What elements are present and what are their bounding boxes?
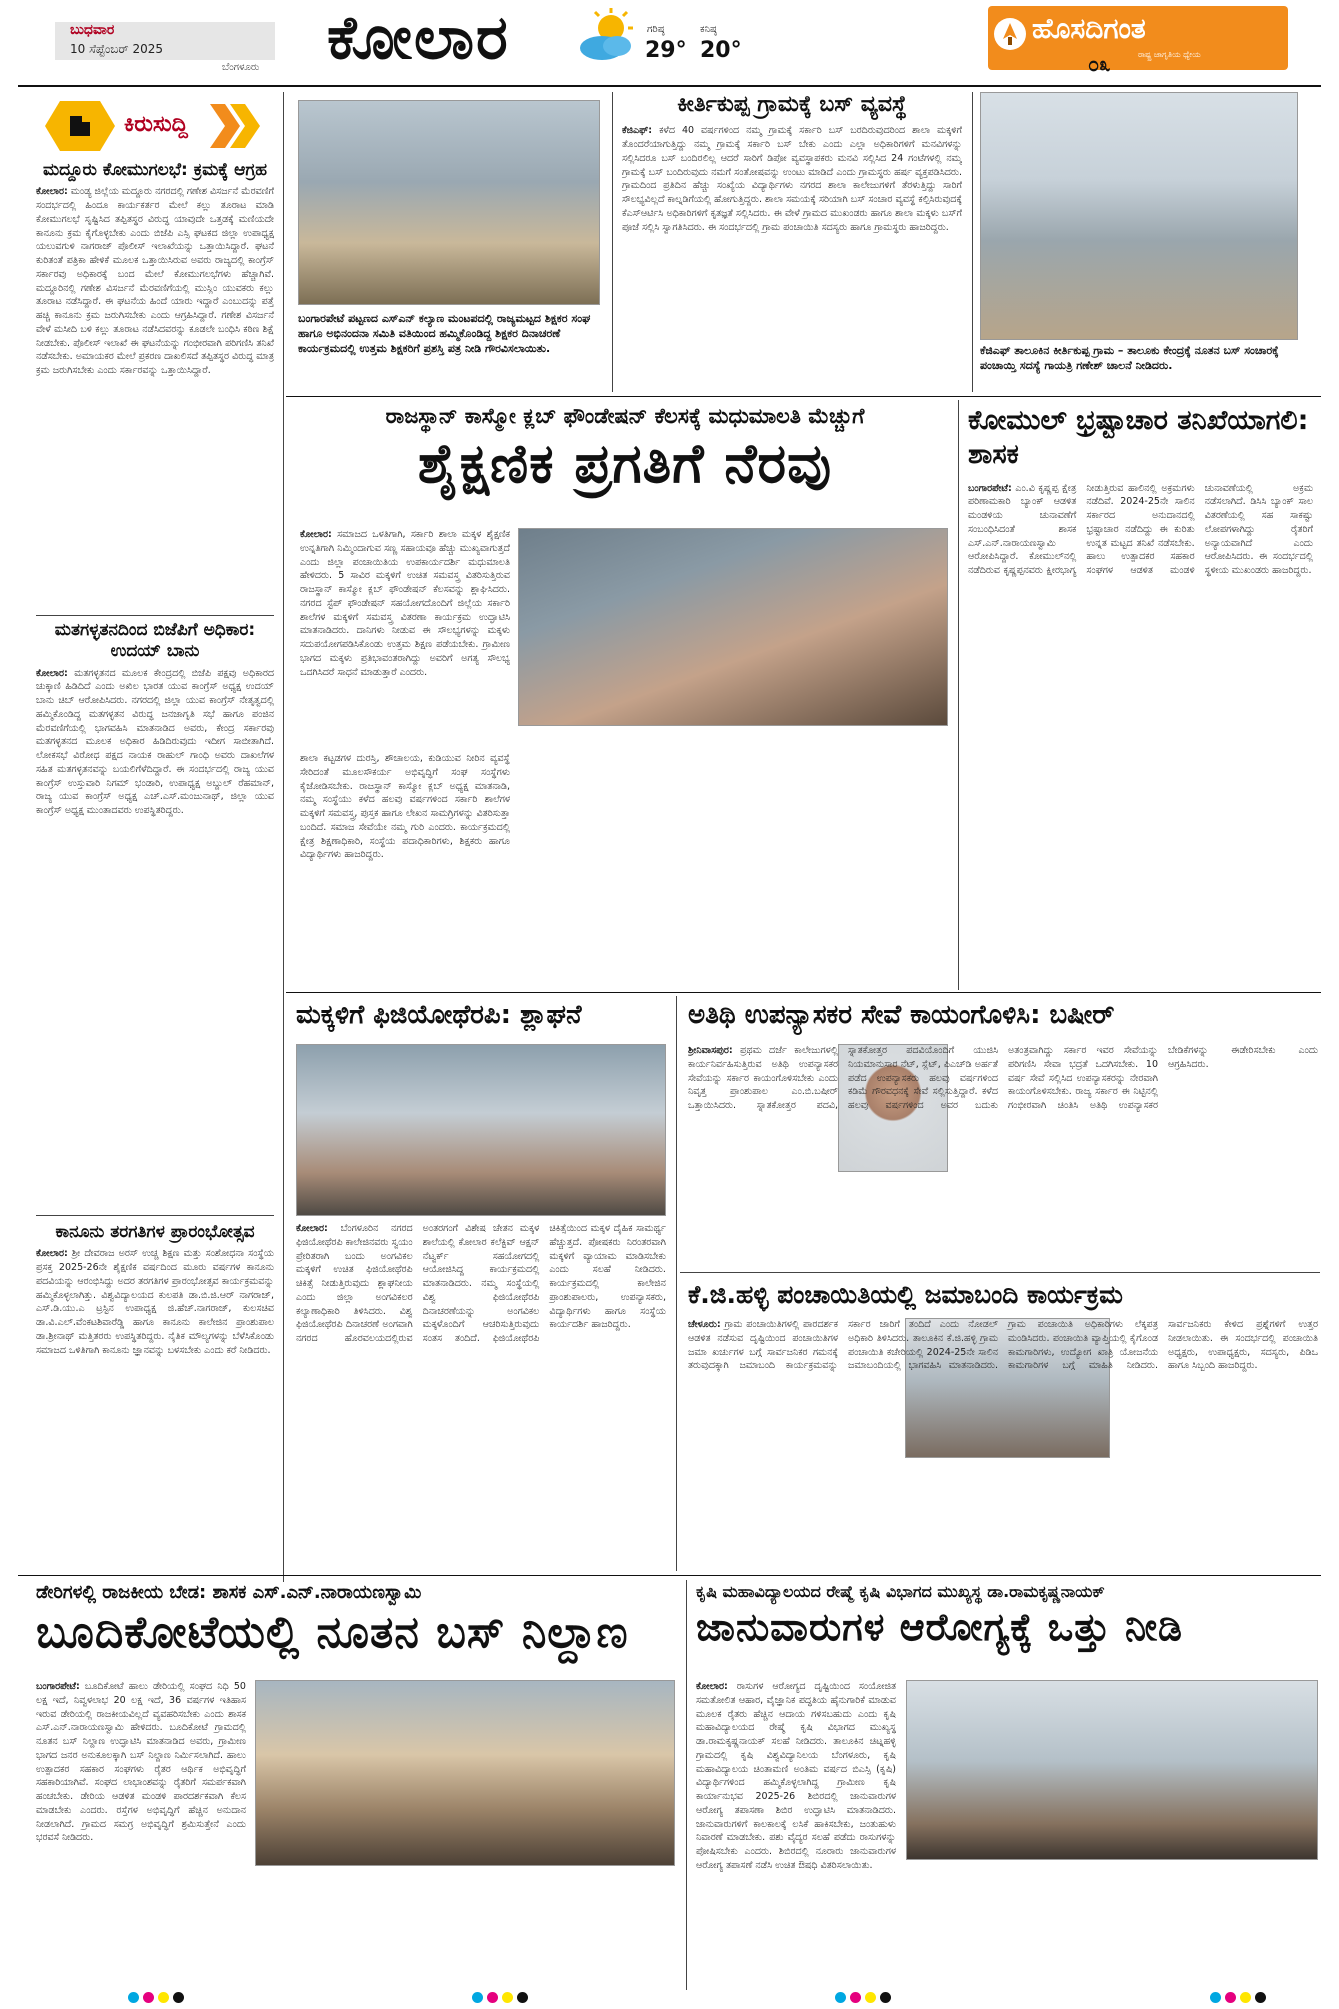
print-registration-dot [143,1992,154,2003]
top-rule-1 [612,92,613,392]
print-registration-dot [850,1992,861,2003]
left-column-rule [283,92,284,1582]
physio-story-headline: ಮಕ್ಕಳಿಗೆ ಫಿಜಿಯೋಥೆರಪಿ: ಶ್ಲಾಘನೆ [296,1000,582,1030]
masthead [0,0,1339,85]
left-divider-2 [36,1215,274,1216]
lead-story-col-4 [738,738,948,982]
top-row-divider [286,396,1321,397]
weather-min-value: 20° [700,38,742,63]
paper-name: ಹೊಸದಿಗಂತ [1032,12,1146,45]
left-story-2-text: ಮತಗಳ್ಳತನದ ಮೂಲಕ ಕೇಂದ್ರದಲ್ಲಿ ಬಿಜೆಪಿ ಪಕ್ಷವು ಅಧಿಕಾರದ ಚುಕ್ಕಾಣಿ ಹಿಡಿದಿದೆ ಎಂದು ಅಖಿಲ ಭಾರತ ಯುವ ಕಾಂಗ್ರೆಸ್ ಅಧ್ಯಕ್ಷ ಉದಯ್ ಬಾನು ಚಿಬ್ ಆರೋಪಿಸಿದರು. ನಗರದಲ್ಲಿ ಜಿಲ್ಲಾ ಯುವ ಕಾಂಗ್ರೆಸ್ ನೇತೃತ್ವದಲ್ಲಿ ಹಮ್ಮಿಕೊಂಡಿದ್ದ ಮತಗಳ್ಳತನ ವಿರುದ್ಧ ಜನಜಾಗೃತಿ ಸಭೆ ಹಾಗೂ ಪಂಜಿನ ಮೆರವಣಿಗೆಯಲ್ಲಿ ಭಾಗವಹಿಸಿ ಮಾತನಾಡಿದ ಅವರು, ಕೇಂದ್ರ ಸರ್ಕಾರವು ಮತಗಳ್ಳತನದ ಮೂಲಕ ಅಧಿಕಾರ ಹಿಡಿದಿರುವುದು ಇದೀಗ ಸಾಬೀತಾಗಿದೆ. ಲೋಕಸಭೆ ವಿರೋಧ ಪಕ್ಷದ ನಾಯಕ ರಾಹುಲ್ ಗಾಂಧಿ ಅವರು ದಾಖಲೆಗಳ ಸಹಿತ ಮತಗಳ್ಳತನವನ್ನು ಬಯಲಿಗೆಳೆದಿದ್ದಾರೆ. ಈ ಸಂದರ್ಭದಲ್ಲಿ ರಾಜ್ಯ ಯುವ ಕಾಂಗ್ರೆಸ್ ಉಸ್ತುವಾರಿ ನಿಗಮ್ ಭಂಡಾರಿ, ಉಪಾಧ್ಯಕ್ಷ ಅಬ್ದುಲ್ ರೆಹಮಾನ್, ರಾಜ್ಯ ಯುವ ಕಾಂಗ್ರೆಸ್ ಅಧ್ಯಕ್ಷ ಎಚ್.ಎಸ್.ಮಂಜುನಾಥ್, ಜಿಲ್ಲಾ ಯುವ ಕಾಂಗ್ರೆಸ್ ಅಧ್ಯಕ್ಷ ಮುಂತಾದವರು ಉಪಸ್ಥಿತರಿದ್ದರು. [36,667,274,817]
physio-story-photo [296,1044,666,1216]
komul-story-body [968,482,1313,962]
jamabandi-dateline: ಚೇಳೂರು: [688,1319,721,1330]
bus-story [622,92,962,386]
masthead-day: ಬುಧವಾರ [70,22,115,38]
lead-story-rule [958,400,959,990]
paper-tagline: ರಾಷ್ಟ್ರ ಜಾಗೃತಿಯ ಧ್ಯೇಯ [1138,50,1201,59]
left-story-2-headline: ಮತಗಳ್ಳತನದಿಂದ ಬಿಜೆಪಿಗೆ ಅಧಿಕಾರ: ಉದಯ್ ಬಾನು [54,620,256,662]
print-registration-dot [158,1992,169,2003]
bus-stand-headline: ಬೂದಿಕೋಟೆಯಲ್ಲಿ ನೂತನ ಬಸ್ ನಿಲ್ದಾಣ [36,1607,629,1658]
physio-story-body [296,1222,666,1567]
komul-story-text: ಎಂ.ವಿ ಕೃಷ್ಣಪ್ಪ ಕ್ಷೇತ್ರ ಪರಿಣಾಮಕಾರಿ ಬ್ಯಾಂಕ್ ಆಡಳಿತ ಮಂಡಳಿಯ ಚುನಾವಣೆಗೆ ಸಂಬಂಧಿಸಿದಂತೆ ಶಾಸಕ ಎಸ್.ಎನ್.ನಾರಾಯಣಸ್ವಾಮಿ ಆರೋಪಿಸಿದ್ದಾರೆ. ಕೋಮುಲ್‌ನಲ್ಲಿ ನಡೆದಿರುವ ಕೃಷ್ಣಪ್ಪನವರು ಕ್ಷೀರಭಾಗ್ಯ ನೀಡುತ್ತಿರುವ ಹಾಲಿನಲ್ಲಿ ಅಕ್ರಮಗಳು ನಡೆದಿವೆ. 2024-25ನೇ ಸಾಲಿನ ಸರ್ಕಾರದ ಅನುದಾನದಲ್ಲಿ ಭ್ರಷ್ಟಾಚಾರ ನಡೆದಿದ್ದು ಈ ಕುರಿತು ಉನ್ನತ ಮಟ್ಟದ ತನಿಖೆ ನಡೆಸಬೇಕು. ಹಾಲು ಉತ್ಪಾದಕರ ಸಹಕಾರ ಸಂಘಗಳ ಆಡಳಿತ ಮಂಡಳಿ ಚುನಾವಣೆಯಲ್ಲಿ ಅಕ್ರಮ ನಡೆಸಲಾಗಿದೆ. ಡಿಸಿಸಿ ಬ್ಯಾಂಕ್ ಸಾಲ ವಿತರಣೆಯಲ್ಲಿ ಸಹ ಸಾಕಷ್ಟು ಲೋಪಗಳಾಗಿದ್ದು ರೈತರಿಗೆ ಅನ್ಯಾಯವಾಗಿದೆ ಎಂದು ಆರೋಪಿಸಿದರು. ಈ ಸಂದರ್ಭದಲ್ಲಿ ಸ್ಥಳೀಯ ಮುಖಂಡರು ಹಾಜರಿದ್ದರು. [968,482,1313,577]
teachers-day-photo [298,100,600,305]
lead-story-col-1 [300,528,510,748]
print-registration-dot [472,1992,483,2003]
print-registration-dot [880,1992,891,2003]
bus-stand-kicker: ಡೇರಿಗಳಲ್ಲಿ ರಾಜಕೀಯ ಬೇಡ: ಶಾಸಕ ಎಸ್.ಎನ್.ನಾರಾಯಣಸ್ವಾಮಿ [36,1582,422,1603]
guest-lecturer-body [688,1044,1318,1276]
left-story-1 [36,160,274,595]
print-registration-dot [487,1992,498,2003]
print-registration-dot [517,1992,528,2003]
print-registration-dot [1240,1992,1251,2003]
komul-story [968,404,1313,962]
left-story-1-headline: ಮದ್ದೂರು ಕೋಮುಗಲಭೆ: ಕ್ರಮಕ್ಕೆ ಆಗ್ರಹ [42,160,268,180]
left-divider-1 [36,615,274,616]
left-story-1-body [36,185,274,595]
left-story-1-text: ಮಂಡ್ಯ ಜಿಲ್ಲೆಯ ಮದ್ದೂರು ನಗರದಲ್ಲಿ ಗಣೇಶ ವಿಸರ್ಜನೆ ಮೆರವಣಿಗೆ ಸಂದರ್ಭದಲ್ಲಿ ಹಿಂದೂ ಕಾರ್ಯಕರ್ತರ ಮೇಲೆ ಕಲ್ಲು ತೂರಾಟ ಮಾಡಿ ಕೋಮುಗಲಭೆ ಸೃಷ್ಟಿಸಿದ ತಪ್ಪಿತಸ್ಥರ ವಿರುದ್ಧ ಯಾವುದೇ ಒತ್ತಡಕ್ಕೆ ಮಣಿಯದೇ ಕಾನೂನು ಕ್ರಮ ಕೈಗೊಳ್ಳಬೇಕು ಎಂದು ಬಿಜೆಪಿ ಎಸ್ಸಿ ಘಟಕದ ಜಿಲ್ಲಾ ಉಪಾಧ್ಯಕ್ಷ ಯಲುವಗುಳಿ ನಾಗರಾಜ್ ಪೊಲೀಸ್ ಇಲಾಖೆಯನ್ನು ಒತ್ತಾಯಿಸಿದ್ದಾರೆ. ಘಟನೆ ಕುರಿತಂತೆ ಪತ್ರಿಕಾ ಹೇಳಿಕೆ ಮೂಲಕ ಒತ್ತಾಯಿಸಿರುವ ಅವರು ರಾಜ್ಯದಲ್ಲಿ ಕಾಂಗ್ರೆಸ್ ಸರ್ಕಾರವು ಅಧಿಕಾರಕ್ಕೆ ಬಂದ ಮೇಲೆ ಕೋಮುಗಲಭೆಗಳು ಹೆಚ್ಚಾಗಿವೆ. ಮದ್ದೂರಿನಲ್ಲಿ ಗಣೇಶ ವಿಸರ್ಜನೆ ಮೆರವಣಿಗೆಯಲ್ಲಿ ಮುಸ್ಲಿಂ ಯುವಕರು ಕಲ್ಲು ತೂರಾಟ ನಡೆಸಿದ್ದಾರೆ. ಈ ಘಟನೆಯ ಹಿಂದೆ ಯಾರು ಇದ್ದಾರೆ ಎಂಬುದನ್ನು ಪತ್ತೆ ಹಚ್ಚಿ ಕಾನೂನು ಕ್ರಮ ಜರುಗಿಸಬೇಕು ಎಂದು ಆಗ್ರಹಿಸಿದ್ದಾರೆ. ಗಣೇಶ ವಿಸರ್ಜನೆ ವೇಳೆ ಮಸೀದಿ ಬಳಿ ಕಲ್ಲು ತೂರಾಟ ನಡೆಸಿದವರನ್ನು ಕೂಡಲೇ ಬಂಧಿಸಿ ಕಠಿಣ ಶಿಕ್ಷೆ ನೀಡಬೇಕು. ಪೊಲೀಸ್ ಇಲಾಖೆ ಈ ಘಟನೆಯನ್ನು ಗಂಭೀರವಾಗಿ ಪರಿಗಣಿಸಿ ತನಿಖೆ ನಡೆಸಬೇಕು. ಅಮಾಯಕರ ಮೇಲೆ ಪ್ರಕರಣ ದಾಖಲಿಸದೆ ತಪ್ಪಿತಸ್ಥರ ವಿರುದ್ಧ ಮಾತ್ರ ಕ್ರಮ ಜರುಗಿಸಬೇಕು ಎಂದು ಸರ್ಕಾರವನ್ನು ಒತ್ತಾಯಿಸಿದ್ದಾರೆ. [36,186,274,377]
middle-divider [286,992,1321,993]
lead-story-headline: ಶೈಕ್ಷಣಿಕ ಪ್ರಗತಿಗೆ ನೆರವು [417,432,833,495]
jamabandi-headline: ಕೆ.ಜಿ.ಹಳ್ಳಿ ಪಂಚಾಯಿತಿಯಲ್ಲಿ ಜಮಾಬಂದಿ ಕಾರ್ಯಕ್ರಮ [688,1280,1123,1309]
kirusuddi-badge [40,96,260,156]
left-story-2 [36,620,274,1217]
edition-title: ಕೋಲಾರ [327,3,510,73]
print-marks-4 [1210,1992,1266,2003]
print-registration-dot [1255,1992,1266,2003]
masthead-date: 10 ಸೆಪ್ಟೆಂಬರ್ 2025 [70,42,164,56]
bus-stand-body-cont [255,1872,675,1985]
left-story-3-headline: ಕಾನೂನು ತರಗತಿಗಳ ಪ್ರಾರಂಭೋತ್ಸವ [55,1222,255,1242]
bottom-rule [686,1580,687,1990]
bus-story-text: ಕಳೆದ 40 ವರ್ಷಗಳಿಂದ ನಮ್ಮ ಗ್ರಾಮಕ್ಕೆ ಸರ್ಕಾರಿ ಬಸ್ ಬರದಿರುವುದರಿಂದ ಶಾಲಾ ಮಕ್ಕಳಿಗೆ ತೊಂದರೆಯಾಗುತ್ತಿದ್ದು ನಮ್ಮ ಗ್ರಾಮಕ್ಕೆ ಸರ್ಕಾರಿ ಬಸ್ ಬೇಕು ಎಂದು ಎಲ್ಲಾ ಅಧಿಕಾರಿಗಳಿಗೆ ಮನವಿಗಳನ್ನು ಸಲ್ಲಿಸಿದರೂ ಬಸ್ ಬಂದಿರಲಿಲ್ಲ ಆದರೆ ಸಾರಿಗೆ ಡಿಪೋ ವ್ಯವಸ್ಥಾಪಕರು ಮನವಿ ಸಲ್ಲಿಸಿದ 24 ಗಂಟೆಗಳಲ್ಲಿ ನಮ್ಮ ಗ್ರಾಮಕ್ಕೆ ಬಸ್ ಬಂದಿರುವುದು ನಮಗೆ ಸಂತೋಷವನ್ನು ಉಂಟು ಮಾಡಿದೆ ಎಂದು ಗ್ರಾಮಸ್ಥರು ಹರ್ಷ ವ್ಯಕ್ತಪಡಿಸಿದರು. ಗ್ರಾಮದಿಂದ ಪ್ರತಿದಿನ ಹೆಚ್ಚು ಸಂಖ್ಯೆಯ ವಿದ್ಯಾರ್ಥಿಗಳು ನಗರದ ಶಾಲಾ ಕಾಲೇಜುಗಳಿಗೆ ತೆರಳುತ್ತಿದ್ದು ಸಾರಿಗೆ ಸೌಲಭ್ಯವಿಲ್ಲದೆ ಕಾಲ್ನಡಿಗೆಯಲ್ಲಿ ಹೋಗುತ್ತಿದ್ದರು. ಶಾಲಾ ಸಮಯಕ್ಕೆ ಸರಿಯಾಗಿ ಬಸ್ ಸಂಚಾರ ವ್ಯವಸ್ಥೆ ಕಲ್ಪಿಸಿರುವುದಕ್ಕೆ ಕೆಎಸ್ಆರ್ಟಿಸಿ ಅಧಿಕಾರಿಗಳಿಗೆ ಕೃತಜ್ಞತೆ ಸಲ್ಲಿಸಿದರು. ಈ ವೇಳೆ ಗ್ರಾಮದ ಮುಖಂಡರು ಹಾಗೂ ಶಾಲಾ ಮಕ್ಕಳು ಬಸ್‌ಗೆ ಪೂಜೆ ಸಲ್ಲಿಸಿ ಸ್ವಾಗತಿಸಿದರು. ಈ ಸಂದರ್ಭದಲ್ಲಿ ಗ್ರಾಮ ಪಂಚಾಯಿತಿ ಸದಸ್ಯರು ಹಾಗೂ ಗ್ರಾಮಸ್ಥರು ಹಾಜರಿದ್ದರು. [622,125,962,233]
lead-story-kicker: ರಾಜಸ್ಥಾನ್ ಕಾಸ್ಮೋ ಕ್ಲಬ್ ಫೌಂಡೇಷನ್ ಕೆಲಸಕ್ಕೆ ಮಧುಮಾಲತಿ ಮೆಚ್ಚುಗೆ [385,404,865,428]
print-registration-dot [502,1992,513,2003]
print-marks-1 [128,1992,184,2003]
weather-max-label: ಗರಿಷ್ಠ [647,24,665,35]
guest-lecturer-text: ಪ್ರಥಮ ದರ್ಜೆ ಕಾಲೇಜುಗಳಲ್ಲಿ ಕಾರ್ಯನಿರ್ವಹಿಸುತ್ತಿರುವ ಅತಿಥಿ ಉಪನ್ಯಾಸಕರ ಸೇವೆಯನ್ನು ಸರ್ಕಾರ ಕಾಯಂಗೊಳಿಸಬೇಕು ಎಂದು ನಿವೃತ್ತ ಪ್ರಾಂಶುಪಾಲ ಎಂ.ಬಿ.ಬಷೀರ್ ಒತ್ತಾಯಿಸಿದರು. ಸ್ನಾತಕೋತ್ತರ ಪದವಿ, ಸ್ನಾತಕೋತ್ತರ ಪದವಿಯೊಂದಿಗೆ ಯುಜಿಸಿ ನಿಯಮಾನುಸಾರ ನೆಟ್, ಸ್ಲೆಟ್, ಪಿಎಚ್‌ಡಿ ಅರ್ಹತೆ ಪಡೆದ ಉಪನ್ಯಾಸಕರು ಹಲವು ವರ್ಷಗಳಿಂದ ಕಡಿಮೆ ಗೌರವಧನಕ್ಕೆ ಸೇವೆ ಸಲ್ಲಿಸುತ್ತಿದ್ದಾರೆ. ಕಳೆದ ಹಲವು ವರ್ಷಗಳಿಂದ ಅವರ ಬದುಕು ಅತಂತ್ರವಾಗಿದ್ದು ಸರ್ಕಾರ ಇವರ ಸೇವೆಯನ್ನು ಪರಿಗಣಿಸಿ ಸೇವಾ ಭದ್ರತೆ ಒದಗಿಸಬೇಕು. 10 ವರ್ಷ ಸೇವೆ ಸಲ್ಲಿಸಿದ ಉಪನ್ಯಾಸಕರನ್ನು ನೇರವಾಗಿ ಕಾಯಂಗೊಳಿಸಬೇಕು. ರಾಜ್ಯ ಸರ್ಕಾರ ಈ ನಿಟ್ಟಿನಲ್ಲಿ ಗಂಭೀರವಾಗಿ ಚಿಂತಿಸಿ ಅತಿಥಿ ಉಪನ್ಯಾಸಕರ ಬೇಡಿಕೆಗಳನ್ನು ಈಡೇರಿಸಬೇಕು ಎಂದು ಆಗ್ರಹಿಸಿದರು. [688,1045,1318,1112]
bus-stand-body [36,1680,246,1985]
teachers-day-caption: ಬಂಗಾರಪೇಟೆ ಪಟ್ಟಣದ ಎಸ್‌ಎನ್ ಕಲ್ಯಾಣ ಮಂಟಪದಲ್ಲಿ ರಾಜ್ಯಮಟ್ಟದ ಶಿಕ್ಷಕರ ಸಂಘ ಹಾಗೂ ಅಭಿನಂದನಾ ಸಮಿತಿ ವತಿಯಿಂದ ಹಮ್ಮಿಕೊಂಡಿದ್ದ ಶಿಕ್ಷಕರ ದಿನಾಚರಣೆ ಕಾರ್ಯಕ್ರಮದಲ್ಲಿ ಉತ್ತಮ ಶಿಕ್ಷಕರಿಗೆ ಪ್ರಶಸ್ತಿ ಪತ್ರ ನೀಡಿ ಗೌರವಿಸಲಾಯಿತು. [298,312,591,355]
left-story-3-dateline: ಕೋಲಾರ: [36,1248,68,1260]
masthead-rule [18,85,1321,87]
bus-stand-photo [255,1680,675,1866]
animal-health-headline: ಜಾನುವಾರುಗಳ ಆರೋಗ್ಯಕ್ಕೆ ಒತ್ತು ನೀಡಿ [696,1605,1183,1649]
weather-icon [575,8,637,64]
print-registration-dot [865,1992,876,2003]
paper-logo-icon [994,18,1026,50]
lead-story-text-1: ಸಮಾಜದ ಒಳತಿಗಾಗಿ, ಸರ್ಕಾರಿ ಶಾಲಾ ಮಕ್ಕಳ ಶೈಕ್ಷಣಿಕ ಉನ್ನತಿಗಾಗಿ ನಿಮ್ಮಿಂದಾಗುವ ಸಣ್ಣ ಸಹಾಯವೂ ಹೆಚ್ಚು ಮುಖ್ಯವಾಗುತ್ತದೆ ಎಂದು ಜಿಲ್ಲಾ ಪಂಚಾಯಿತಿಯ ಉಪಕಾರ್ಯದರ್ಶಿ ಮಧುಮಾಲತಿ ಹೇಳಿದರು. 5 ಸಾವಿರ ಮಕ್ಕಳಿಗೆ ಉಚಿತ ಸಮವಸ್ತ್ರ ವಿತರಿಸುತ್ತಿರುವ ರಾಜಸ್ಥಾನ್ ಕಾಸ್ಮೋ ಕ್ಲಬ್ ಫೌಂಡೇಷನ್ ಕೆಲಸವನ್ನು ಶ್ಲಾಘಿಸಿದರು. ನಗರದ ಸ್ಟೆಪ್ ಫೌಂಡೇಷನ್ ಸಹಯೋಗದೊಂದಿಗೆ ಜಿಲ್ಲೆಯ ಸರ್ಕಾರಿ ಶಾಲೆಗಳ ಮಕ್ಕಳಿಗೆ ಸಮವಸ್ತ್ರ ವಿತರಣಾ ಕಾರ್ಯಕ್ರಮ ಉದ್ಘಾಟಿಸಿ ಮಾತನಾಡಿದರು. ದಾನಿಗಳು ನೀಡುವ ಈ ಸೌಲಭ್ಯಗಳನ್ನು ಮಕ್ಕಳು ಸದುಪಯೋಗಪಡಿಸಿಕೊಂಡು ಉತ್ತಮ ಶಿಕ್ಷಣ ಪಡೆಯಬೇಕು. ಗ್ರಾಮೀಣ ಭಾಗದ ಮಕ್ಕಳು ಪ್ರತಿಭಾವಂತರಾಗಿದ್ದು ಅವರಿಗೆ ಅಗತ್ಯ ಸೌಲಭ್ಯ ಒದಗಿಸಿದರೆ ಸಾಧನೆ ಮಾಡುತ್ತಾರೆ ಎಂದರು. [300,529,510,678]
left-story-1-dateline: ಕೋಲಾರ: [36,186,68,198]
animal-health-body [696,1680,896,1985]
bus-stand-dateline: ಬಂಗಾರಪೇಟೆ: [36,1681,80,1692]
print-registration-dot [128,1992,139,2003]
masthead-city: ಬೆಂಗಳೂರು [222,62,260,73]
left-story-3 [36,1222,274,1587]
weather-max-value: 29° [645,38,687,63]
print-registration-dot [1225,1992,1236,2003]
physio-story-text: ಬೆಂಗಳೂರಿನ ನಗರದ ಫಿಜಿಯೋಥೆರಪಿ ಕಾಲೇಜಿನವರು ಸ್ವಯಂ ಪ್ರೇರಿತರಾಗಿ ಬಂದು ಅಂಗವಿಕಲ ಮಕ್ಕಳಿಗೆ ಉಚಿತ ಫಿಜಿಯೋಥೆರಪಿ ಚಿಕಿತ್ಸೆ ನೀಡುತ್ತಿರುವುದು ಶ್ಲಾಘನೀಯ ಎಂದು ಜಿಲ್ಲಾ ಅಂಗವಿಕಲರ ಕಲ್ಯಾಣಾಧಿಕಾರಿ ತಿಳಿಸಿದರು. ವಿಶ್ವ ಫಿಜಿಯೋಥೆರಪಿ ದಿನಾಚರಣೆ ಅಂಗವಾಗಿ ನಗರದ ಹೊರವಲಯದಲ್ಲಿರುವ ಅಂತರಗಂಗೆ ವಿಶೇಷ ಚೇತನ ಮಕ್ಕಳ ಶಾಲೆಯಲ್ಲಿ ಕೋಲಾರ ಕಲೆಕ್ಟಿವ್ ಆಕ್ಷನ್ ನೆಟ್ವರ್ಕ್ ಸಹಯೋಗದಲ್ಲಿ ಆಯೋಜಿಸಿದ್ದ ಕಾರ್ಯಕ್ರಮದಲ್ಲಿ ಮಾತನಾಡಿದರು. ನಮ್ಮ ಸಂಸ್ಥೆಯಲ್ಲಿ ವಿಶ್ವ ಫಿಜಿಯೋಥೆರಪಿ ದಿನಾಚರಣೆಯನ್ನು ಅಂಗವಿಕಲ ಮಕ್ಕಳೊಂದಿಗೆ ಆಚರಿಸುತ್ತಿರುವುದು ಸಂತಸ ತಂದಿದೆ. ಫಿಜಿಯೋಥೆರಪಿ ಚಿಕಿತ್ಸೆಯಿಂದ ಮಕ್ಕಳ ದೈಹಿಕ ಸಾಮರ್ಥ್ಯ ಹೆಚ್ಚುತ್ತದೆ. ಪೋಷಕರು ನಿರಂತರವಾಗಿ ಮಕ್ಕಳಿಗೆ ವ್ಯಾಯಾಮ ಮಾಡಿಸಬೇಕು ಎಂದು ಸಲಹೆ ನೀಡಿದರು. ಕಾರ್ಯಕ್ರಮದಲ್ಲಿ ಕಾಲೇಜಿನ ಪ್ರಾಂಶುಪಾಲರು, ಉಪನ್ಯಾಸಕರು, ವಿದ್ಯಾರ್ಥಿಗಳು ಹಾಗೂ ಸಂಸ್ಥೆಯ ಕಾರ್ಯದರ್ಶಿ ಹಾಜರಿದ್ದರು. [296,1223,666,1345]
print-registration-dot [1210,1992,1221,2003]
print-registration-dot [835,1992,846,2003]
guest-lecturer-dateline: ಶ್ರೀನಿವಾಸಪುರ: [688,1045,733,1056]
lower-divider [18,1575,1321,1576]
weather-min-label: ಕನಿಷ್ಠ [700,24,717,35]
lead-story-col-3 [518,738,726,982]
left-story-3-body [36,1247,274,1587]
guest-divider [680,1272,1320,1273]
guest-lecturer-headline: ಅತಿಥಿ ಉಪನ್ಯಾಸಕರ ಸೇವೆ ಕಾಯಂಗೊಳಿಸಿ: ಬಷೀರ್ [688,1000,1115,1030]
lead-story-col-2: ಶಾಲಾ ಕಟ್ಟಡಗಳ ದುರಸ್ತಿ, ಶೌಚಾಲಯ, ಕುಡಿಯುವ ನೀರಿನ ವ್ಯವಸ್ಥೆ ಸೇರಿದಂತೆ ಮೂಲಸೌಕರ್ಯ ಅಭಿವೃದ್ಧಿಗೆ ಸಂಘ ಸಂಸ್ಥೆಗಳು ಕೈಜೋಡಿಸಬೇಕು. ರಾಜಸ್ಥಾನ್ ಕಾಸ್ಮೋ ಕ್ಲಬ್ ಅಧ್ಯಕ್ಷ ಮಾತನಾಡಿ, ನಮ್ಮ ಸಂಸ್ಥೆಯು ಕಳೆದ ಹಲವು ವರ್ಷಗಳಿಂದ ಸರ್ಕಾರಿ ಶಾಲೆಗಳ ಮಕ್ಕಳಿಗೆ ಸಮವಸ್ತ್ರ, ಪುಸ್ತಕ ಹಾಗೂ ಲೇಖನ ಸಾಮಗ್ರಿಗಳನ್ನು ವಿತರಿಸುತ್ತಾ ಬಂದಿದೆ. ಸಮಾಜ ಸೇವೆಯೇ ನಮ್ಮ ಗುರಿ ಎಂದರು. ಕಾರ್ಯಕ್ರಮದಲ್ಲಿ ಕ್ಷೇತ್ರ ಶಿಕ್ಷಣಾಧಿಕಾರಿ, ಸಂಸ್ಥೆಯ ಪದಾಧಿಕಾರಿಗಳು, ಶಿಕ್ಷಕರು ಹಾಗೂ ವಿದ್ಯಾರ್ಥಿಗಳು ಹಾಜರಿದ್ದರು. [300,753,510,861]
print-marks-2 [472,1992,528,2003]
bus-story-headline: ಕೀರ್ತಿಕುಪ್ಪ ಗ್ರಾಮಕ್ಕೆ ಬಸ್ ವ್ಯವಸ್ಥೆ [677,92,907,117]
komul-story-headline: ಕೋಮುಲ್ ಭ್ರಷ್ಟಾಚಾರ ತನಿಖೆಯಾಗಲಿ: ಶಾಸಕ [968,405,1309,470]
animal-health-dateline: ಕೋಲಾರ: [696,1681,728,1692]
print-registration-dot [173,1992,184,2003]
bus-launch-caption: ಕೆಜಿಎಫ್ ತಾಲೂಕಿನ ಕೀರ್ತಿಕುಪ್ಪ ಗ್ರಾಮ – ತಾಲೂಕು ಕೇಂದ್ರಕ್ಕೆ ನೂತನ ಬಸ್ ಸಂಚಾರಕ್ಕೆ ಪಂಚಾಯ್ತಿ ಸದಸ್ಯೆ ಗಾಯತ್ರಿ ಗಣೇಶ್ ಚಾಲನೆ ನೀಡಿದರು. [980,344,1279,372]
animal-health-text: ರಾಸುಗಳ ಆರೋಗ್ಯದ ದೃಷ್ಟಿಯಿಂದ ಸಂಯೋಜಿತ ಸಮತೋಲಿತ ಆಹಾರ, ವೈಜ್ಞಾನಿಕ ಪದ್ಧತಿಯ ಹೈನುಗಾರಿಕೆ ಮಾಡುವ ಮೂಲಕ ರೈತರು ಹೆಚ್ಚಿನ ಆದಾಯ ಗಳಿಸಬಹುದು ಎಂದು ಕೃಷಿ ಮಹಾವಿದ್ಯಾಲಯದ ರೇಷ್ಮೆ ಕೃಷಿ ವಿಭಾಗದ ಮುಖ್ಯಸ್ಥ ಡಾ.ರಾಮಕೃಷ್ಣನಾಯಕ್ ಸಲಹೆ ನೀಡಿದರು. ತಾಲೂಕಿನ ಚಿಟ್ನಹಳ್ಳಿ ಗ್ರಾಮದಲ್ಲಿ ಕೃಷಿ ವಿಶ್ವವಿದ್ಯಾನಿಲಯ ಬೆಂಗಳೂರು, ಕೃಷಿ ಮಹಾವಿದ್ಯಾಲಯ ಚಿಂತಾಮಣಿ ಅಂತಿಮ ವರ್ಷದ ಬಿಎಸ್ಸಿ (ಕೃಷಿ) ವಿದ್ಯಾರ್ಥಿಗಳಿಂದ ಹಮ್ಮಿಕೊಳ್ಳಲಾಗಿದ್ದ ಗ್ರಾಮೀಣ ಕೃಷಿ ಕಾರ್ಯಾನುಭವ 2025-26 ಶಿಬಿರದಲ್ಲಿ ಜಾನುವಾರುಗಳ ಆರೋಗ್ಯ ತಪಾಸಣಾ ಶಿಬಿರ ಉದ್ಘಾಟಿಸಿ ಮಾತನಾಡಿದರು. ಜಾನುವಾರುಗಳಿಗೆ ಕಾಲಕಾಲಕ್ಕೆ ಲಸಿಕೆ ಹಾಕಿಸಬೇಕು, ಜಂತುಹುಳು ನಿವಾರಣೆ ಮಾಡಬೇಕು. ಪಶು ವೈದ್ಯರ ಸಲಹೆ ಪಡೆದು ರಾಸುಗಳನ್ನು ಪೋಷಿಸಬೇಕು ಎಂದರು. ಶಿಬಿರದಲ್ಲಿ ನೂರಾರು ಜಾನುವಾರುಗಳ ಆರೋಗ್ಯ ತಪಾಸಣೆ ನಡೆಸಿ ಉಚಿತ ಔಷಧಿ ವಿತರಿಸಲಾಯಿತು. [696,1681,896,1871]
bus-launch-photo [980,92,1298,340]
bus-story-body [622,124,962,386]
left-story-2-body [36,667,274,1217]
left-story-2-dateline: ಕೋಲಾರ: [36,667,68,679]
page-number: ೦೩ [1088,52,1111,76]
komul-story-dateline: ಬಂಗಾರಪೇಟೆ: [968,482,1012,494]
physio-rule [676,996,677,1571]
physio-story-dateline: ಕೋಲಾರ: [296,1223,328,1234]
animal-health-photo [906,1680,1318,1860]
bus-story-dateline: ಕೆಜಿಎಫ್: [622,125,653,137]
bus-stand-text: ಬೂದಿಕೋಟೆ ಹಾಲು ಡೇರಿಯಲ್ಲಿ ಸಂಘದ ನಿಧಿ 50 ಲಕ್ಷ ಇದೆ, ನಿವ್ವಳಲಾಭ 20 ಲಕ್ಷ ಇದೆ, 36 ವರ್ಷಗಳ ಇತಿಹಾಸ ಇರುವ ಡೇರಿಯಲ್ಲಿ ರಾಜಕೀಯವಿಲ್ಲದೆ ವ್ಯವಹರಿಸಬೇಕು ಎಂದು ಶಾಸಕ ಎಸ್.ಎನ್.ನಾರಾಯಣಸ್ವಾಮಿ ಹೇಳಿದರು. ಬೂದಿಕೋಟೆ ಗ್ರಾಮದಲ್ಲಿ ನೂತನ ಬಸ್ ನಿಲ್ದಾಣ ಉದ್ಘಾಟಿಸಿ ಮಾತನಾಡಿದ ಅವರು, ಗ್ರಾಮೀಣ ಭಾಗದ ಜನರ ಅನುಕೂಲಕ್ಕಾಗಿ ಬಸ್ ನಿಲ್ದಾಣ ನಿರ್ಮಿಸಲಾಗಿದೆ. ಹಾಲು ಉತ್ಪಾದಕರ ಸಹಕಾರ ಸಂಘಗಳು ರೈತರ ಆರ್ಥಿಕ ಅಭಿವೃದ್ಧಿಗೆ ಸಹಕಾರಿಯಾಗಿವೆ. ಸಂಘದ ಲಾಭಾಂಶವನ್ನು ರೈತರಿಗೆ ಸಮರ್ಪಕವಾಗಿ ಹಂಚಬೇಕು. ಡೇರಿಯ ಆಡಳಿತ ಮಂಡಳಿ ಪಾರದರ್ಶಕವಾಗಿ ಕೆಲಸ ಮಾಡಬೇಕು ಎಂದರು. ರಸ್ತೆಗಳ ಅಭಿವೃದ್ಧಿಗೆ ಹೆಚ್ಚಿನ ಅನುದಾನ ನೀಡಲಾಗಿದೆ. ಗ್ರಾಮದ ಸಮಗ್ರ ಅಭಿವೃದ್ಧಿಗೆ ಶ್ರಮಿಸುತ್ತೇನೆ ಎಂದು ಭರವಸೆ ನೀಡಿದರು. [36,1681,246,1844]
lead-story-dateline: ಕೋಲಾರ: [300,529,332,540]
jamabandi-body [688,1318,1318,1566]
paper-logo-block [988,6,1288,70]
animal-health-kicker: ಕೃಷಿ ಮಹಾವಿದ್ಯಾಲಯದ ರೇಷ್ಮೆ ಕೃಷಿ ವಿಭಾಗದ ಮುಖ್ಯಸ್ಥ ಡಾ.ರಾಮಕೃಷ್ಣನಾಯಕ್ [696,1582,1105,1601]
left-story-3-text: ಶ್ರೀ ದೇವರಾಜ ಅರಸ್ ಉಚ್ಚ ಶಿಕ್ಷಣ ಮತ್ತು ಸಂಶೋಧನಾ ಸಂಸ್ಥೆಯ ಪ್ರಸಕ್ತ 2025-26ನೇ ಶೈಕ್ಷಣಿಕ ವರ್ಷದಿಂದ ಮೂರು ವರ್ಷಗಳ ಕಾನೂನು ಪದವಿಯನ್ನು ಆರಂಭಿಸಿದ್ದು ಅದರ ತರಗತಿಗಳ ಪ್ರಾರಂಭೋತ್ಸವ ಕಾರ್ಯಕ್ರಮವನ್ನು ಹಮ್ಮಿಕೊಳ್ಳಲಾಗಿತ್ತು. ವಿಶ್ವವಿದ್ಯಾಲಯದ ಕುಲಪತಿ ಡಾ.ಬಿ.ಜಿ.ಆರ್ ನಾಗರಾಜ್, ಎಸ್.ಡಿ.ಯು.ಎ ಟ್ರಸ್ಟಿನ ಉಪಾಧ್ಯಕ್ಷ ಜಿ.ಹೆಚ್.ನಾಗರಾಜ್, ಕುಲಸಚಿವ ಡಾ.ವಿ.ಎಲ್.ವೆಂಕಟಶಿವಾರೆಡ್ಡಿ ಹಾಗೂ ಕಾನೂನು ಕಾಲೇಜಿನ ಪ್ರಾಂಶುಪಾಲ ಡಾ.ಶ್ರೀನಾಥ್ ಮತ್ತಿತರರು ಉಪಸ್ಥಿತರಿದ್ದರು. ನೈತಿಕ ಮೌಲ್ಯಗಳನ್ನು ಬೆಳೆಸಿಕೊಂಡು ಸಮಾಜದ ಒಳಿತಿಗಾಗಿ ಕಾನೂನು ಜ್ಞಾನವನ್ನು ಬಳಸಬೇಕು ಎಂದು ಕರೆ ನೀಡಿದರು. [36,1248,274,1356]
top-rule-2 [972,92,973,392]
kirusuddi-label: ಕಿರುಸುದ್ದಿ [124,112,188,137]
print-marks-3 [835,1992,891,2003]
lead-story-photo [518,528,948,726]
jamabandi-text: ಗ್ರಾಮ ಪಂಚಾಯಿತಿಗಳಲ್ಲಿ ಪಾರದರ್ಶಕ ಆಡಳಿತ ನಡೆಸುವ ದೃಷ್ಟಿಯಿಂದ ಪಂಚಾಯಿತಿಗಳ ಜಮಾ ಖರ್ಚುಗಳ ಬಗ್ಗೆ ಸಾರ್ವಜನಿಕರ ಗಮನಕ್ಕೆ ತರುವುದಕ್ಕಾಗಿ ಜಮಾಬಂದಿ ಕಾರ್ಯಕ್ರಮವನ್ನು ಸರ್ಕಾರ ಜಾರಿಗೆ ತಂದಿದೆ ಎಂದು ನೋಡಲ್ ಅಧಿಕಾರಿ ತಿಳಿಸಿದರು. ತಾಲೂಕಿನ ಕೆ.ಜಿ.ಹಳ್ಳಿ ಗ್ರಾಮ ಪಂಚಾಯಿತಿ ಕಚೇರಿಯಲ್ಲಿ 2024-25ನೇ ಸಾಲಿನ ಜಮಾಬಂದಿಯಲ್ಲಿ ಭಾಗವಹಿಸಿ ಮಾತನಾಡಿದರು. ಗ್ರಾಮ ಪಂಚಾಯಿತಿ ಅಧಿಕಾರಿಗಳು ಲೆಕ್ಕಪತ್ರ ಮಂಡಿಸಿದರು. ಪಂಚಾಯಿತಿ ವ್ಯಾಪ್ತಿಯಲ್ಲಿ ಕೈಗೊಂಡ ಕಾಮಗಾರಿಗಳು, ಉದ್ಯೋಗ ಖಾತ್ರಿ ಯೋಜನೆಯ ಕಾಮಗಾರಿಗಳ ಬಗ್ಗೆ ಮಾಹಿತಿ ನೀಡಿದರು. ಸಾರ್ವಜನಿಕರು ಕೇಳಿದ ಪ್ರಶ್ನೆಗಳಿಗೆ ಉತ್ತರ ನೀಡಲಾಯಿತು. ಈ ಸಂದರ್ಭದಲ್ಲಿ ಪಂಚಾಯಿತಿ ಅಧ್ಯಕ್ಷರು, ಉಪಾಧ್ಯಕ್ಷರು, ಸದಸ್ಯರು, ಪಿಡಿಒ ಹಾಗೂ ಸಿಬ್ಬಂದಿ ಹಾಜರಿದ್ದರು. [688,1319,1318,1372]
animal-health-body-cont [906,1866,1318,1985]
